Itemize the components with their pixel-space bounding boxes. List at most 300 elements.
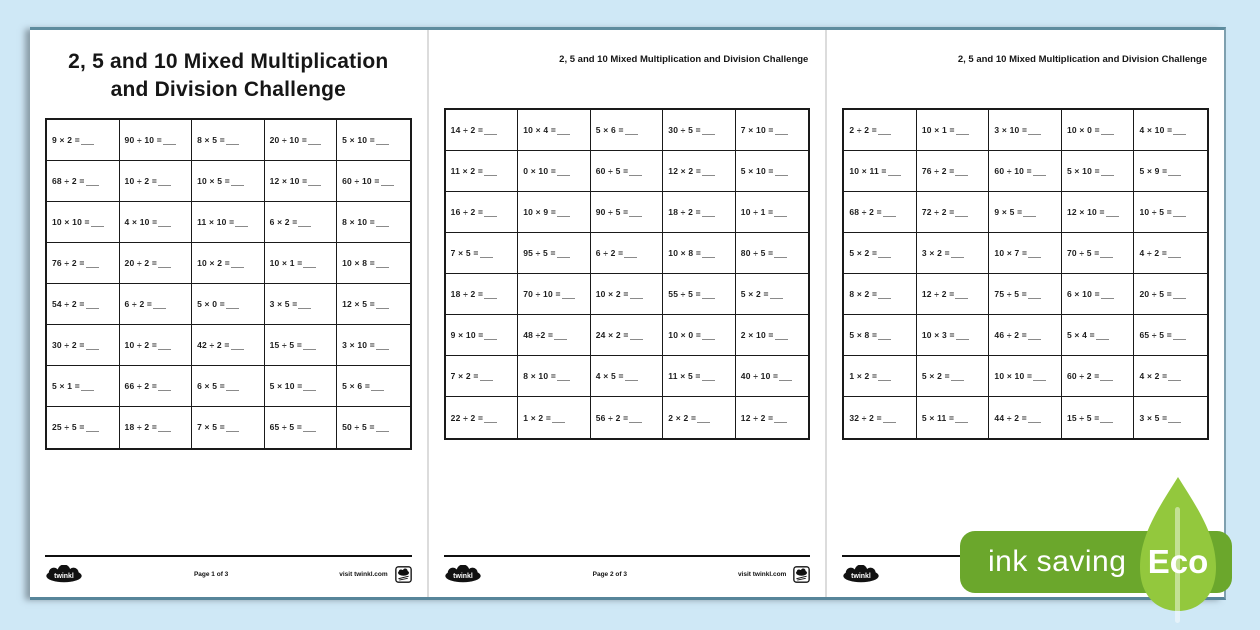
problem-cell — [591, 356, 664, 397]
problem-cell — [989, 315, 1062, 356]
problem-cell — [917, 356, 990, 397]
problem-cell — [736, 151, 809, 192]
problem-text: 10 ÷ 2 = — [124, 175, 158, 186]
answer-blank — [163, 135, 176, 145]
answer-blank — [702, 330, 715, 340]
problem-text: 11 × 2 = — [450, 166, 483, 176]
footer-logo-wrap — [444, 565, 482, 583]
answer-blank — [484, 330, 497, 340]
answer-blank — [86, 258, 99, 268]
answer-blank — [878, 371, 891, 381]
problem-cell — [47, 325, 120, 366]
problem-text: 5 × 10 = — [740, 166, 774, 176]
answer-blank — [878, 330, 891, 340]
twinkl-logo-text: twinkl — [851, 572, 872, 580]
problem-text: 10 × 0 = — [1066, 125, 1100, 135]
twinkl-logo-icon — [842, 565, 880, 583]
problem-cell — [518, 192, 591, 233]
answer-blank — [702, 371, 715, 381]
problem-text: 10 × 10 = — [52, 216, 90, 227]
problem-text: 5 × 6 = — [342, 380, 370, 391]
problem-cell — [265, 202, 338, 243]
problem-cell — [591, 233, 664, 274]
problem-cell — [192, 366, 265, 407]
problem-cell — [518, 110, 591, 151]
answer-blank — [1168, 413, 1181, 423]
problem-cell — [265, 120, 338, 161]
quality-badge-icon — [793, 566, 810, 583]
problem-text: 5 × 9 = — [1139, 166, 1168, 176]
problem-cell — [47, 243, 120, 284]
problem-cell — [1134, 151, 1207, 192]
problem-cell — [47, 161, 120, 202]
problem-cell — [1134, 110, 1207, 151]
problem-text: 10 × 3 = — [921, 330, 955, 340]
problem-text: 5 × 6 = — [595, 125, 624, 135]
answer-blank — [625, 371, 638, 381]
answer-blank — [1096, 330, 1109, 340]
answer-blank — [484, 207, 497, 217]
problem-cell — [989, 192, 1062, 233]
page-title: 2, 5 and 10 Mixed Multiplication and Division Challenge — [957, 54, 1208, 65]
problem-text: 3 × 5 = — [269, 298, 298, 309]
answer-blank — [702, 125, 715, 135]
problem-text: 3 × 10 = — [994, 125, 1028, 135]
problem-cell — [917, 110, 990, 151]
answer-blank — [888, 166, 901, 176]
footer-link-wrap — [738, 566, 810, 583]
footer-divider — [45, 555, 412, 557]
problem-text: 60 ÷ 2 = — [1066, 371, 1100, 381]
problem-text: 15 ÷ 5 = — [1066, 412, 1100, 423]
answer-blank — [376, 299, 389, 309]
problem-cell — [518, 397, 591, 438]
answer-blank — [775, 125, 788, 135]
answer-blank — [955, 207, 968, 217]
problem-text: 3 × 5 = — [1139, 412, 1168, 423]
answer-blank — [303, 381, 316, 391]
problem-cell — [844, 233, 917, 274]
problem-cell — [192, 407, 265, 448]
page-footer — [45, 560, 412, 588]
answer-blank — [883, 207, 896, 217]
answer-blank — [484, 289, 497, 299]
problem-cell — [1062, 110, 1135, 151]
problem-cell — [47, 407, 120, 448]
answer-blank — [1028, 125, 1041, 135]
answer-blank — [1033, 371, 1046, 381]
answer-blank — [376, 135, 389, 145]
problem-text: 5 × 10 = — [269, 380, 303, 391]
answer-blank — [86, 422, 99, 432]
problem-text: 4 × 10 = — [1139, 125, 1173, 135]
problem-text: 66 ÷ 2 = — [124, 380, 158, 391]
problem-text: 70 ÷ 10 = — [523, 289, 561, 299]
problem-cell — [337, 243, 410, 284]
problem-text: 90 ÷ 10 = — [124, 134, 162, 145]
problem-text: 60 ÷ 5 = — [595, 166, 629, 176]
answer-blank — [557, 166, 570, 176]
problem-text: 4 ÷ 2 = — [1139, 248, 1168, 258]
answer-blank — [774, 248, 787, 258]
problem-text: 4 × 10 = — [124, 216, 158, 227]
twinkl-logo-text: twinkl — [452, 572, 473, 580]
problem-text: 14 ÷ 2 = — [450, 125, 484, 135]
answer-blank — [702, 248, 715, 258]
problem-cell — [120, 243, 193, 284]
problem-cell — [337, 284, 410, 325]
answer-blank — [878, 125, 891, 135]
answer-blank — [878, 248, 891, 258]
problem-cell — [591, 151, 664, 192]
problem-cell — [518, 151, 591, 192]
eco-label: Eco — [1147, 543, 1209, 580]
answer-blank — [630, 289, 643, 299]
answer-blank — [1101, 166, 1114, 176]
problem-text: 10 × 7 = — [994, 248, 1028, 258]
problem-cell — [518, 233, 591, 274]
ink-saving-eco-badge — [960, 531, 1232, 593]
problem-cell — [989, 233, 1062, 274]
problem-cell — [1134, 356, 1207, 397]
problem-text: 95 ÷ 5 = — [523, 248, 556, 258]
problem-cell — [446, 315, 519, 356]
problem-cell — [663, 151, 736, 192]
problem-cell — [518, 356, 591, 397]
answer-blank — [775, 330, 788, 340]
problem-text: 18 ÷ 2 = — [668, 207, 701, 217]
problem-text: 10 × 2 = — [595, 289, 629, 299]
problem-cell — [917, 192, 990, 233]
problem-text: 40 ÷ 10 = — [740, 371, 779, 381]
problem-cell — [591, 315, 664, 356]
problem-text: 10 × 11 = — [849, 166, 887, 176]
answer-blank — [235, 217, 248, 227]
problem-text: 10 × 8 = — [668, 248, 702, 258]
problem-text: 30 ÷ 5 = — [668, 125, 701, 135]
problem-text: 12 × 10 = — [269, 175, 308, 186]
answer-blank — [1106, 207, 1119, 217]
problem-cell — [663, 110, 736, 151]
problem-cell — [265, 284, 338, 325]
answer-blank — [625, 125, 638, 135]
problem-text: 12 × 5 = — [342, 298, 375, 309]
answer-blank — [1168, 248, 1181, 258]
footer-link-wrap — [339, 566, 411, 583]
problem-text: 11 × 10 = — [197, 216, 235, 227]
answer-blank — [1173, 207, 1186, 217]
problem-text: 8 × 10 = — [523, 371, 556, 381]
problem-cell — [1062, 233, 1135, 274]
problem-cell — [989, 110, 1062, 151]
problem-cell — [192, 243, 265, 284]
answer-blank — [298, 217, 311, 227]
problem-text: 24 × 2 = — [595, 330, 629, 340]
answer-blank — [951, 248, 964, 258]
page-number-label: Page 1 of 3 — [193, 570, 229, 578]
problem-text: 8 × 2 = — [849, 289, 878, 299]
visit-link: visit twinkl.com — [339, 570, 388, 578]
problem-text: 8 × 10 = — [342, 216, 375, 227]
answer-blank — [1173, 289, 1186, 299]
problem-cell — [736, 274, 809, 315]
problem-text: 76 ÷ 2 = — [52, 257, 85, 268]
problem-cell — [917, 274, 990, 315]
problem-text: 1 × 2 = — [523, 412, 552, 423]
problem-cell — [844, 274, 917, 315]
page-title: 2, 5 and 10 Mixed Multiplication and Division Challenge — [68, 50, 389, 102]
answer-blank — [231, 258, 244, 268]
answer-blank — [770, 289, 783, 299]
answer-blank — [1028, 330, 1041, 340]
answer-blank — [1101, 125, 1114, 135]
footer-logo-wrap — [842, 565, 880, 583]
problem-text: 12 ÷ 2 = — [921, 289, 955, 299]
problem-cell — [1134, 397, 1207, 438]
problem-cell — [446, 192, 519, 233]
problem-cell — [265, 325, 338, 366]
problem-cell — [265, 161, 338, 202]
answer-blank — [1101, 289, 1114, 299]
answer-blank — [552, 413, 565, 423]
problem-text: 2 × 2 = — [668, 412, 697, 423]
problem-cell — [120, 366, 193, 407]
problem-cell — [120, 284, 193, 325]
problem-text: 5 × 10 = — [1066, 166, 1100, 176]
answer-blank — [1100, 371, 1113, 381]
problem-cell — [446, 151, 519, 192]
problem-text: 2 ÷ 2 = — [849, 125, 877, 135]
answer-blank — [554, 330, 567, 340]
problem-text: 8 × 5 = — [197, 134, 225, 145]
answer-blank — [91, 217, 104, 227]
answer-blank — [376, 258, 389, 268]
problem-text: 20 ÷ 10 = — [269, 134, 308, 145]
answer-blank — [883, 413, 896, 423]
problem-text: 2 × 10 = — [740, 330, 774, 340]
answer-blank — [1168, 371, 1181, 381]
answer-blank — [774, 413, 787, 423]
problem-text: 20 ÷ 5 = — [1139, 289, 1172, 299]
problem-cell — [120, 325, 193, 366]
problem-cell — [337, 407, 410, 448]
answer-blank — [226, 381, 239, 391]
problem-cell — [192, 120, 265, 161]
problem-text: 60 ÷ 10 = — [994, 166, 1032, 176]
answer-blank — [629, 413, 642, 423]
problem-cell — [120, 161, 193, 202]
answer-blank — [381, 176, 394, 186]
answer-blank — [557, 248, 570, 258]
problem-text: 5 × 2 = — [849, 248, 878, 258]
problem-text: 6 ÷ 2 = — [595, 248, 624, 258]
problem-cell — [591, 110, 664, 151]
answer-blank — [779, 371, 792, 381]
problem-cell — [663, 356, 736, 397]
problem-text: 90 ÷ 5 = — [595, 207, 629, 217]
problem-cell — [917, 151, 990, 192]
problem-cell — [663, 397, 736, 438]
answer-blank — [376, 422, 389, 432]
answer-blank — [158, 176, 171, 186]
answer-blank — [955, 413, 968, 423]
answer-blank — [629, 166, 642, 176]
problem-text: 10 × 9 = — [523, 207, 556, 217]
problem-text: 6 × 10 = — [1066, 289, 1100, 299]
problem-cell — [1134, 233, 1207, 274]
problem-text: 12 × 10 = — [1066, 207, 1105, 217]
answer-blank — [955, 166, 968, 176]
problem-text: 10 × 1 = — [269, 257, 303, 268]
problem-cell — [518, 274, 591, 315]
problem-text: 80 ÷ 5 = — [740, 248, 774, 258]
answer-blank — [1100, 413, 1113, 423]
problem-cell — [120, 202, 193, 243]
problem-text: 20 ÷ 2 = — [124, 257, 158, 268]
problem-cell — [192, 161, 265, 202]
answer-blank — [1173, 330, 1186, 340]
answer-blank — [226, 135, 239, 145]
problem-text: 60 ÷ 10 = — [342, 175, 380, 186]
problem-text: 10 ÷ 2 = — [124, 339, 158, 350]
problem-text: 7 × 5 = — [197, 422, 225, 433]
page-title: 2, 5 and 10 Mixed Multiplication and Division Challenge — [559, 54, 809, 65]
problems-grid — [444, 108, 811, 440]
problem-text: 5 × 2 = — [740, 289, 769, 299]
answer-blank — [562, 289, 575, 299]
answer-blank — [702, 207, 715, 217]
problem-text: 7 × 5 = — [450, 248, 479, 258]
answer-blank — [86, 340, 99, 350]
problem-cell — [844, 192, 917, 233]
page-number-label: Page 2 of 3 — [592, 570, 627, 578]
answer-blank — [376, 340, 389, 350]
problem-cell — [47, 284, 120, 325]
worksheet-page-2 — [427, 30, 826, 597]
answer-blank — [1028, 289, 1041, 299]
answer-blank — [86, 299, 99, 309]
problem-cell — [663, 192, 736, 233]
problem-cell — [736, 315, 809, 356]
twinkl-logo-icon — [45, 565, 83, 583]
problem-cell — [47, 202, 120, 243]
problem-text: 10 × 8 = — [342, 257, 375, 268]
problem-cell — [844, 356, 917, 397]
answer-blank — [308, 176, 321, 186]
problem-text: 9 × 10 = — [450, 330, 484, 340]
answer-blank — [308, 135, 321, 145]
problem-cell — [1062, 356, 1135, 397]
problem-cell — [989, 397, 1062, 438]
problem-cell — [192, 202, 265, 243]
answer-blank — [376, 217, 389, 227]
problem-cell — [844, 110, 917, 151]
problem-cell — [1062, 315, 1135, 356]
problem-cell — [337, 202, 410, 243]
twinkl-logo-icon — [444, 565, 482, 583]
problem-text: 32 ÷ 2 = — [849, 412, 882, 423]
answer-blank — [81, 135, 94, 145]
problem-text: 9 × 2 = — [52, 134, 80, 145]
answer-blank — [231, 340, 244, 350]
problem-cell — [591, 192, 664, 233]
worksheet-pages-strip — [30, 27, 1226, 600]
problem-cell — [663, 315, 736, 356]
spacer — [842, 68, 1209, 108]
problem-text: 55 ÷ 5 = — [668, 289, 701, 299]
answer-blank — [158, 381, 171, 391]
answer-blank — [1023, 207, 1036, 217]
problem-text: 11 × 5 = — [668, 371, 701, 381]
answer-blank — [956, 125, 969, 135]
problem-text: 7 × 2 = — [450, 371, 479, 381]
answer-blank — [226, 299, 239, 309]
answer-blank — [629, 207, 642, 217]
worksheet-page-1 — [30, 30, 427, 597]
answer-blank — [158, 217, 171, 227]
answer-blank — [484, 413, 497, 423]
problem-text: 50 ÷ 5 = — [342, 422, 375, 433]
answer-blank — [775, 166, 788, 176]
answer-blank — [557, 371, 570, 381]
problem-cell — [736, 192, 809, 233]
problem-text: 44 ÷ 2 = — [994, 412, 1027, 423]
problem-cell — [1062, 397, 1135, 438]
answer-blank — [480, 371, 493, 381]
problem-text: 5 × 1 = — [52, 380, 80, 391]
footer-divider — [444, 555, 811, 557]
visit-link: visit twinkl.com — [737, 570, 787, 578]
problem-text: 0 × 10 = — [523, 166, 556, 176]
answer-blank — [303, 258, 316, 268]
answer-blank — [371, 381, 384, 391]
problem-cell — [844, 315, 917, 356]
answer-blank — [86, 176, 99, 186]
answer-blank — [1173, 125, 1186, 135]
answer-blank — [1028, 248, 1041, 258]
answer-blank — [624, 248, 637, 258]
answer-blank — [702, 166, 715, 176]
problem-cell — [736, 356, 809, 397]
problem-text: 70 ÷ 5 = — [1066, 248, 1100, 258]
problem-text: 5 × 2 = — [921, 371, 950, 381]
problem-cell — [265, 407, 338, 448]
problem-text: 10 ÷ 1 = — [740, 207, 774, 217]
answer-blank — [81, 381, 94, 391]
problem-text: 10 × 10 = — [994, 371, 1033, 381]
problem-text: 16 ÷ 2 = — [450, 207, 484, 217]
problem-text: 4 × 5 = — [595, 371, 624, 381]
quality-badge-icon — [395, 566, 412, 583]
answer-blank — [1100, 248, 1113, 258]
problem-text: 5 × 11 = — [921, 412, 955, 423]
problem-cell — [518, 315, 591, 356]
problem-cell — [446, 110, 519, 151]
problem-text: 72 ÷ 2 = — [921, 207, 955, 217]
problem-cell — [989, 151, 1062, 192]
problem-cell — [192, 325, 265, 366]
problem-text: 5 × 10 = — [342, 134, 375, 145]
problem-text: 68 ÷ 2 = — [849, 207, 882, 217]
problem-cell — [663, 233, 736, 274]
answer-blank — [158, 258, 171, 268]
problem-text: 15 ÷ 5 = — [269, 339, 303, 350]
problem-cell — [736, 397, 809, 438]
problem-cell — [120, 120, 193, 161]
twinkl-logo-text: twinkl — [54, 572, 74, 580]
problem-cell — [1134, 192, 1207, 233]
problem-text: 3 × 2 = — [921, 248, 950, 258]
